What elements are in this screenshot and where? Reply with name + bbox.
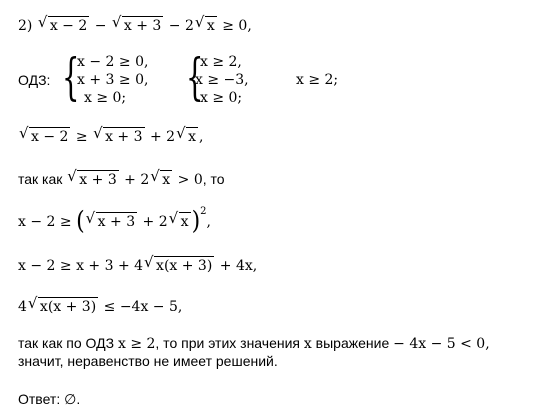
reasoning-line: так как √ x + 3 + 2 √ x > 0, то	[18, 167, 225, 188]
radical: √ x + 3	[67, 167, 117, 188]
answer: Ответ: ∅.	[18, 391, 81, 408]
radical: √ x(x + 3)	[27, 294, 97, 315]
system2-row: x ≥ −3,	[195, 72, 249, 88]
brace-left-2: {	[186, 48, 204, 106]
expanded-step: x − 2 ≥ x + 3 + 4 √ x(x + 3) + 4x,	[18, 253, 258, 274]
radical: √ x + 3	[93, 124, 143, 145]
radical: √ x − 2	[19, 124, 69, 145]
radical: √ x + 3	[111, 13, 162, 34]
radical: √ x(x + 3)	[144, 253, 213, 274]
conclusion-line: так как по ОДЗ x ≥ 2, то при этих значения x выражение − 4x − 5 < 0,	[18, 335, 490, 352]
radical: √ x − 2	[37, 13, 88, 34]
odz-label: ОДЗ:	[18, 72, 51, 88]
system1-row: x ≥ 0;	[84, 90, 127, 106]
system2-row: x ≥ 0;	[200, 90, 243, 106]
answer-label: Ответ:	[18, 391, 65, 407]
exponent: 2	[200, 206, 207, 217]
squared-step: x − 2 ≥ ( √ x + 3 + 2 √ x )$^2$,	[18, 206, 211, 236]
radical: √ x	[176, 124, 196, 145]
system1-row: x − 2 ≥ 0,	[77, 54, 149, 70]
radical: √ x	[194, 13, 215, 34]
answer-value: ∅	[64, 392, 77, 408]
conclusion-line-2: значит, неравенство не имеет решений.	[18, 353, 278, 369]
inequality-step: √ x − 2 ≥ √ x + 3 + 2 √ x ,	[19, 124, 204, 145]
isolated-step: 4 √ x(x + 3) ≤ −4x − 5,	[18, 294, 183, 315]
system2-row: x ≥ 2,	[200, 54, 242, 70]
radical: √ x + 3	[85, 209, 136, 230]
problem-number: 2)	[18, 18, 37, 34]
system1-row: x + 3 ≥ 0,	[77, 72, 149, 88]
brace-left-1: {	[62, 48, 80, 106]
radical: √ x	[168, 209, 189, 230]
radical: √ x	[150, 167, 171, 188]
odz-result: x ≥ 2;	[296, 72, 339, 88]
problem-statement: 2) √ x − 2 − √ x + 3 − 2 √ x ≥ 0,	[18, 13, 252, 34]
